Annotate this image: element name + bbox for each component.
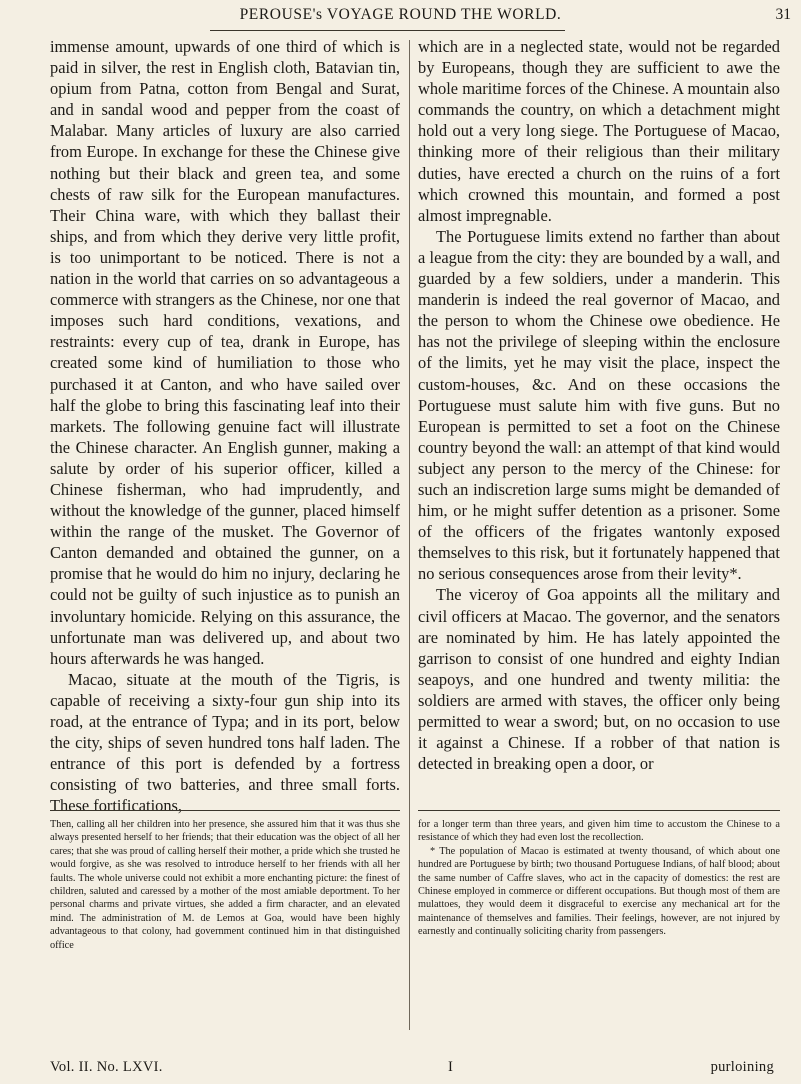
left-paragraph-2: Macao, situate at the mouth of the Tigris, is capable of receiving a sixty-four gun ship into its road, at the entrance of Typa; and in its port, below the city, ships of seven hundred tons half laden. The entrance of this port is defended by a fortress consisting of two batteries, and three small forts. These fortifications,	[50, 669, 400, 816]
running-title: PEROUSE's VOYAGE ROUND THE WORLD.	[239, 6, 562, 23]
header-rule	[210, 30, 565, 31]
right-paragraph-1: which are in a neglected state, would not be regarded by Europeans, though they are sufficient to awe the whole maritime forces of the Chinese. A mountain also commands the country, on which a detachment might hold out a very long siege. The Portuguese of Macao, thinking more of their religious than their military duties, have erected a church on the ruins of a fort which crowned this mountain, and formed a post almost impregnable.	[418, 37, 780, 225]
right-footnote-population: * The population of Macao is estimated at twenty thousand, of which about one hundred are Portuguese by birth; two thousand Portuguese Indians, of half blood; about the same number of Caffre slaves, who act in the capacity of domestics: the rest are Chinese employed in commerce or different occupations. But though most of them are mulattoes, they would deem it disgraceful to exercise any mechanical art for the maintenance of themselves and families. Their feelings, however, are not injured by earnestly and continually soliciting charity from passengers.	[418, 845, 780, 938]
right-paragraph-2: The Portuguese limits extend no farther than about a league from the city: they are bounded by a wall, and guarded by a few soldiers, under a manderin. This manderin is indeed the real governor of Macao, and the person to whom the Chinese owe obedience. He has not the privilege of sleeping within the enclosure of the limits, yet he may visit the place, inspect the custom-houses, &c. And on these occasions the Portuguese must salute him with five guns. But no European is permitted to set a foot on the Chinese country beyond the wall: an attempt of that kind would subject any person to the mercy of the Chinese: for such an indiscretion large sums might be demanded of him, or he might suffer detention as a prisoner. Some of the officers of the frigates wantonly exposed themselves to this risk, but it fortunately happened that no serious consequences arose from their levity*.	[418, 226, 780, 584]
page-number: 31	[775, 6, 791, 23]
signature-mark: Vol. II. No. LXVI.	[50, 1059, 163, 1075]
left-paragraph-1: immense amount, upwards of one third of which is paid in silver, the rest in English cloth, Batavian tin, opium from Patna, cotton from Bengal and Surat, and in sandal wood and pepper from the coast of Malabar. Many articles of luxury are also carried from Europe. In exchange for these the Chinese give nothing but their black and green tea, and some chests of raw silk for the European manufactures. Their China ware, with which they ballast their ships, and from which they derive very little profit, is too unimportant to be noticed. There is not a nation in the world that carries on so advantageous a commerce with strangers as the Chinese, nor one that imposes such hard conditions, vexations, and restraints: every cup of tea, drank in Europe, has created some kind of humiliation to those who purchased it at Canton, and who have sailed over half the globe to bring this fascinating leaf into their markets. The following genuine fact will illustrate the Chinese character. An English gunner, making a salute by order of his superior officer, killed a Chinese fisherman, who had imprudently, and without the knowledge of the gunner, placed himself within the range of the musket. The Governor of Canton demanded and obtained the gunner, on a promise that he would do him no injury, declaring he could not be guilty of such injustice as to punish an involuntary homicide. Relying on this assurance, the unfortunate man was delivered up, and about two hours afterwards he was hanged.	[50, 37, 401, 668]
page-header	[0, 2, 801, 32]
right-paragraph-3: The viceroy of Goa appoints all the military and civil officers at Macao. The governor, and the senators are nominated by him. He has lately appointed the garrison to consist of one hundred and eighty Indian seapoys, and one hundred and twenty militia: the soldiers are armed with staves, the officer only being permitted to wear a sword; but, on no occasion to use it against a Chinese. If a robber of that nation is detected in breaking open a door, or	[418, 585, 780, 774]
left-footnote-rule	[50, 810, 400, 811]
right-footnote-rule	[418, 810, 780, 811]
right-body-text	[418, 36, 780, 802]
catchword: purloining	[710, 1059, 774, 1075]
column-divider	[409, 40, 410, 1030]
left-footnote	[50, 818, 400, 1014]
right-footnote-continuation: for a longer term than three years, and given him time to accustom the Chinese to a resistance of which they had even lost the recollection.	[418, 819, 780, 844]
left-body-text	[50, 36, 401, 816]
right-column	[418, 36, 780, 1075]
right-footnote	[418, 818, 780, 1046]
left-column	[50, 36, 401, 1075]
left-footnote-text: Then, calling all her children into her presence, she assured him that it was thus she always presented herself to her friends; that their education was the object of all her cares; that she was proud of calling herself their mother, a pride which she trusted he would forgive, as she was resolved to introduce herself to her friends with all her faults. The whole universe could not exhibit a more enchanting picture: the finest of children, saluted and caressed by a mother of the most amiable deportment. To her personal charms and private virtues, she added a firm character, and an elevated mind. The administration of M. de Lemos at Goa, would have been highly advantageous to that colony, had government continued him in that distinguished office	[50, 819, 400, 951]
signature-letter: I	[448, 1059, 454, 1075]
